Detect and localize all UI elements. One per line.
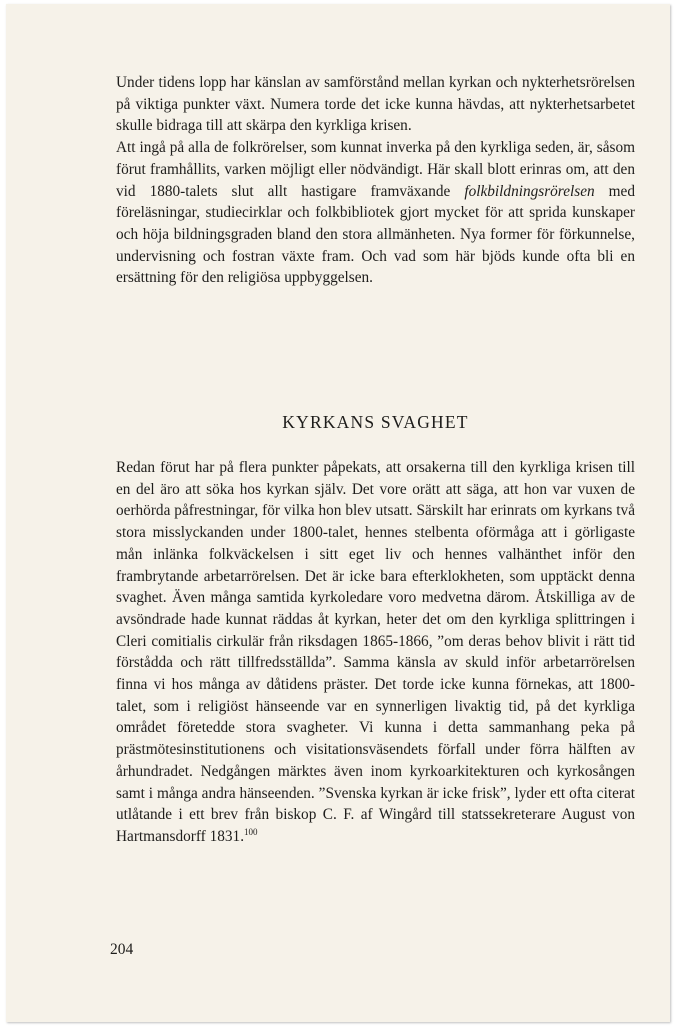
paragraph-text: Att ingå på alla de folkrörelser, som kunnat inverka på den kyrkliga seden, är, såsom förut framhållits, varken möjligt eller nödvändigt. Här skall blott erinras om, att den vid 1880-talets slut allt hastigare framväxande (116, 139, 635, 200)
footnote-reference: 100 (244, 826, 258, 837)
paragraph-text: Redan förut har på flera punkter påpekats, att orsakerna till den kyrkliga krisen till en del äro att söka hos kyrkan själv. Det vore orätt att säga, att hon var vuxen de oerhörda påfrestningar, för vilka hon blev utsatt. Särskilt har erinrats om kyrkans två stora misslyckanden under 1800-talet, hennes stelbenta oförmåga att i görligaste mån inlänka folkväckelsen i sitt eget liv och hennes valhänthet inför den frambrytande arbetarrörelsen. Det är icke bara efterklokheten, som upptäckt denna svaghet. Även många samtida kyrkoledare voro medvetna därom. Åtskilliga av de avsöndrade hade kunnat räddas åt kyrkan, heter det om den kyrkliga splittringen i Cleri comitialis cirkulär från riksdagen 1865-1866, ”om deras behov blivit i rätt tid förstådda och rätt tillfredsställda”. Samma känsla av skuld inför arbetarrörelsen finna vi hos många av dåtidens präster. Det torde icke kunna förnekas, att 1800-talet, som i religiöst hänseende var en synnerligen livaktig tid, på det kyrkliga området företedde stora svagheter. Vi kunna i detta sammanhang peka på prästmötesinstitutionens och visitationsväsendets förfall under förra hälften av århundradet. Nedgången märktes även inom kyrkoarkitekturen och kyrkosången samt i många andra hänseenden. ”Svenska kyrkan är icke frisk”, lyder ett ofta citerat utlåtande i ett brev från biskop C. F. af Wingård till statssekreterare August von Hartmansdorff 1831. (116, 459, 635, 845)
page-number: 204 (110, 941, 134, 958)
paragraph-church-weakness (116, 457, 635, 848)
section-heading: KYRKANS SVAGHET (282, 412, 469, 432)
book-page (6, 4, 670, 1022)
italic-term: folkbildningsrörelsen (464, 182, 595, 200)
text-block-intro (116, 72, 635, 289)
text-block-section (116, 457, 635, 848)
paragraph-temperance: Under tidens lopp har känslan av samförstånd mellan kyrkan och nykterhetsrörelsen på viktiga punkter växt. Numera torde det icke kunna hävdas, att nykterhetsarbetet skulle bidraga till att skärpa den kyrkliga krisen. (116, 74, 635, 135)
paragraph-folk-movements (116, 137, 635, 289)
paragraph-text: med föreläsningar, studiecirklar och folkbibliotek gjort mycket för att sprida kunskaper och höja bildningsgraden bland den stora allmänheten. Nya former för förkunnelse, undervisning och fostran växte fram. Och vad som här bjöds kunde ofta bli en ersättning för den religiösa uppbyggelsen. (116, 182, 635, 287)
